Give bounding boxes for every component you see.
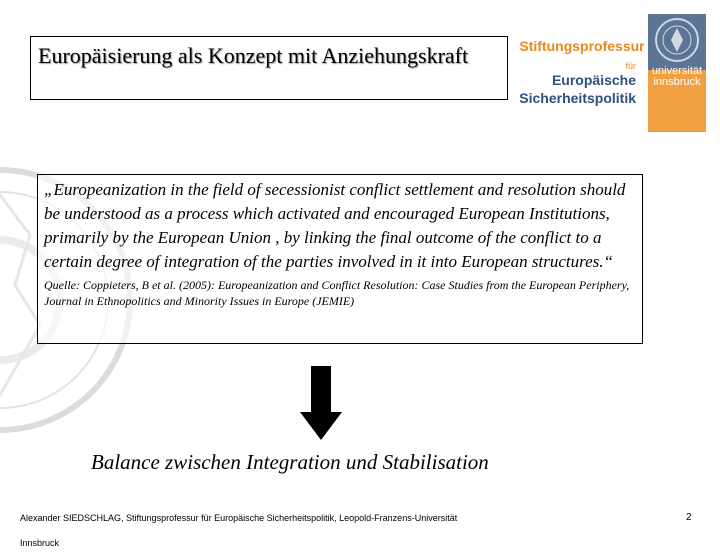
quote-box [37,174,643,344]
page-number: 2 [686,512,692,523]
quote-source: Quelle: Coppieters, B et al. (2005): Europeanization and Conflict Resolution: Case Studies from the European Periphery, Journal in Ethnopolitics and Minority Issues in Europe (JEMIE) [44,278,630,308]
quote-text: „Europeanization in the field of secessionist conflict settlement and resolution should be understood as a process which activated and encouraged European Institutions, primarily by the European Union , by linking the final outcome of the conflict to a certain degree of integration of the parties involved in it into European structures.“ [44,180,626,271]
logo-line-1: Stiftungsprofessur [519,38,645,54]
balance-statement: Balance zwischen Integration und Stabilisation [91,450,489,474]
university-crest-icon [648,14,706,70]
logo-line-3: Europäische [551,72,636,88]
footer-author: Alexander SIEDSCHLAG, Stiftungsprofessur für Europäische Sicherheitspolitik, Leopold-Franzens-Universität Innsbruck [20,513,458,548]
arrow-down-icon [300,366,342,440]
logo-text [518,14,648,132]
slide-title: Europäisierung als Konzept mit Anziehungskraft [30,36,508,100]
logo-university-name: universität innsbruck [651,65,703,88]
logo-line-2: für [625,61,636,71]
institution-logo [518,14,708,132]
logo-line-4: Sicherheitspolitik [519,90,636,106]
